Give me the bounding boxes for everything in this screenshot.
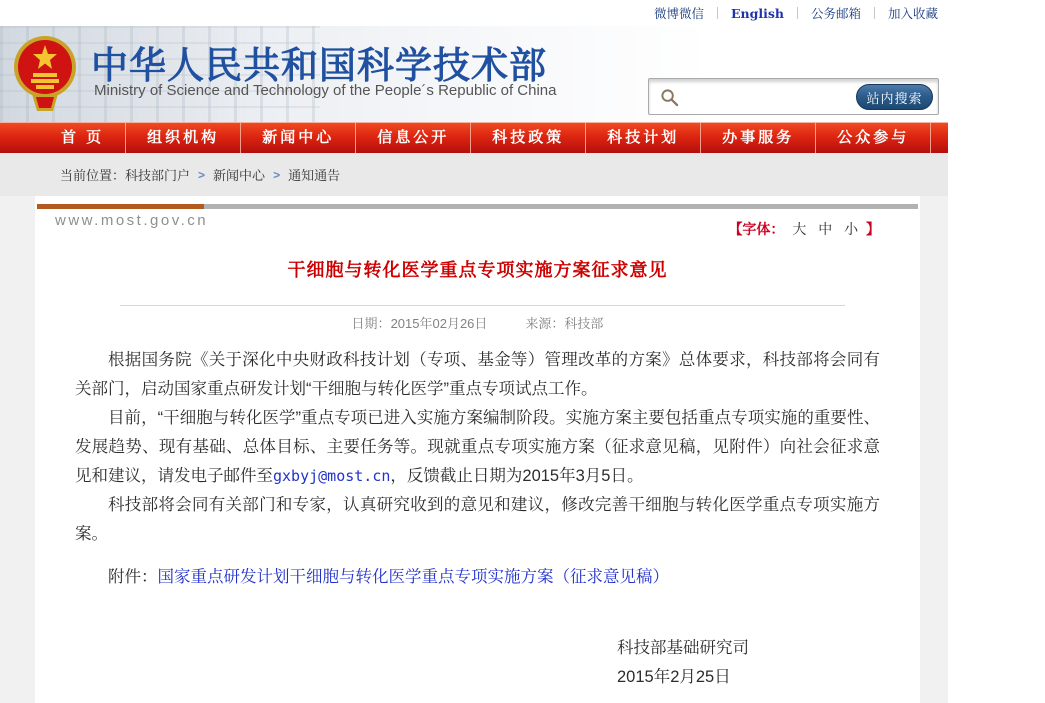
topbar-link-add-favorites[interactable]: 加入收藏	[887, 7, 938, 21]
article-meta	[35, 313, 920, 332]
nav-item-sci-tech-programs[interactable]: 科技计划	[585, 123, 700, 153]
font-size-large-button[interactable]: 大	[792, 221, 807, 237]
article-paragraph-1: 根据国务院《关于深化中央财政科技计划（专项、基金等）管理改革的方案》总体要求，科技部将会同有关部门，启动国家重点研发计划“干细胞与转化医学”重点专项试点工作。	[75, 351, 880, 398]
nav-item-services[interactable]: 办事服务	[700, 123, 815, 153]
nav-item-sci-tech-policy[interactable]: 科技政策	[470, 123, 585, 153]
topbar-separator	[717, 7, 718, 19]
breadcrumb-separator-icon: >	[273, 167, 281, 182]
font-size-suffix: 】	[866, 221, 880, 237]
breadcrumb-item-notices[interactable]: 通知通告	[288, 168, 341, 183]
nav-item-home[interactable]: 首 页	[61, 129, 105, 146]
article-source: 来源：科技部	[525, 316, 604, 331]
topbar-link-gov-mailbox[interactable]: 公务邮箱	[810, 7, 861, 21]
article-body	[75, 346, 880, 692]
font-size-medium-button[interactable]: 中	[818, 221, 833, 237]
feedback-email-link[interactable]: gxbyj@most.cn	[273, 467, 391, 485]
signature-block	[75, 634, 880, 692]
site-search-button[interactable]: 站内搜索	[856, 84, 933, 110]
site-search-box	[648, 78, 939, 115]
nav-item-special-columns[interactable]: 专题专栏	[930, 123, 1045, 153]
search-icon	[660, 88, 679, 107]
topbar-link-english[interactable]: English	[730, 5, 784, 21]
national-emblem-logo	[12, 31, 78, 117]
breadcrumb-label: 当前位置：	[60, 168, 126, 183]
top-utility-bar	[0, 0, 948, 26]
breadcrumb-item-news-center[interactable]: 新闻中心	[213, 168, 266, 183]
signature-department: 科技部基础研究司	[617, 639, 749, 657]
font-size-control	[728, 219, 880, 239]
article-content-card	[35, 196, 920, 703]
article-date: 日期：2015年02月26日	[351, 316, 488, 331]
breadcrumb	[0, 153, 948, 196]
orange-grey-divider-rule	[37, 204, 918, 209]
breadcrumb-separator-icon: >	[198, 167, 206, 182]
signature-date: 2015年2月25日	[617, 668, 731, 686]
site-title-english: Ministry of Science and Technology of the People´s Republic of China	[94, 82, 557, 99]
attachment-line	[75, 563, 880, 592]
site-title-chinese: 中华人民共和国科学技术部	[91, 45, 547, 86]
topbar-separator	[797, 7, 798, 19]
attachment-download-link[interactable]: 国家重点研发计划干细胞与转化医学重点专项实施方案（征求意见稿）	[157, 568, 669, 586]
nav-item-public-participation[interactable]: 公众参与	[815, 123, 930, 153]
article-paragraph-2: 目前，“干细胞与转化医学”重点专项已进入实施方案编制阶段。实施方案主要包括重点专项实施的重要性、发展趋势、现有基础、总体目标、主要任务等。现就重点专项实施方案（征求意见稿，见附件）向社会征求意见和建议，请发电子邮件至gxbyj@most.cn，反馈截止日期为2015年3月5日。	[75, 409, 880, 485]
main-navigation	[0, 122, 1025, 153]
font-size-prefix: 【字体：	[728, 221, 785, 237]
article-paragraph-3: 科技部将会同有关部门和专家，认真研究收到的意见和建议，修改完善干细胞与转化医学重点专项实施方案。	[75, 496, 880, 543]
nav-item-info-disclosure[interactable]: 信息公开	[355, 123, 470, 153]
nav-item-organization[interactable]: 组织机构	[125, 123, 240, 153]
site-url-watermark: www.most.gov.cn	[55, 212, 209, 229]
font-size-small-button[interactable]: 小	[844, 221, 859, 237]
attachment-label: 附件：	[108, 568, 158, 586]
search-input[interactable]	[685, 83, 855, 110]
site-header	[0, 26, 948, 122]
topbar-separator	[874, 7, 875, 19]
topbar-link-weibo-wechat[interactable]: 微博微信	[653, 7, 704, 21]
article-title: 干细胞与转化医学重点专项实施方案征求意见	[287, 260, 668, 280]
nav-item-news-center[interactable]: 新闻中心	[240, 123, 355, 153]
title-divider-line	[120, 305, 845, 306]
breadcrumb-item-portal[interactable]: 科技部门户	[125, 168, 191, 183]
